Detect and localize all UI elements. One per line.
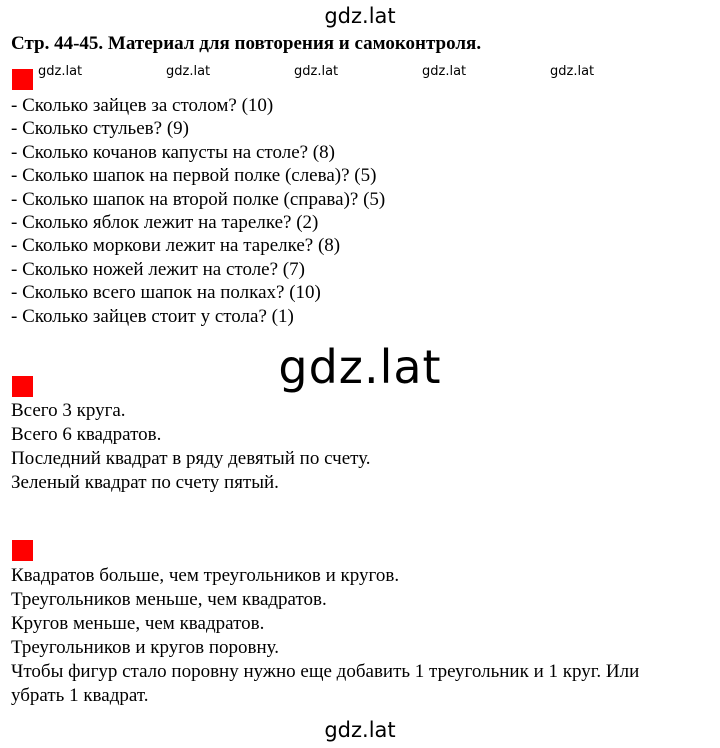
list-item: Всего 3 круга. bbox=[11, 400, 126, 421]
list-item: - Сколько зайцев стоит у стола? (1) bbox=[11, 305, 294, 327]
watermark-top: gdz.lat bbox=[324, 4, 396, 28]
watermark-small: gdz.lat bbox=[294, 64, 339, 79]
section-1-marker bbox=[12, 69, 33, 90]
list-item: Кругов меньше, чем квадратов. bbox=[11, 613, 265, 634]
section-3-list bbox=[11, 564, 639, 708]
list-item: - Сколько кочанов капусты на столе? (8) bbox=[11, 141, 335, 163]
list-item: - Сколько яблок лежит на тарелке? (2) bbox=[11, 212, 319, 234]
list-item: Треугольников и кругов поровну. bbox=[11, 637, 279, 658]
list-item: - Сколько зайцев за столом? (10) bbox=[11, 95, 274, 116]
list-item: - Сколько шапок на первой полке (слева)? (5) bbox=[11, 165, 377, 187]
list-item: - Сколько моркови лежит на тарелке? (8) bbox=[11, 235, 341, 257]
page-title: Стр. 44-45. Материал для повторения и самоконтроля. bbox=[11, 33, 482, 54]
list-item: - Сколько стульев? (9) bbox=[11, 118, 189, 140]
watermark-bottom: gdz.lat bbox=[324, 718, 396, 742]
section-2-list bbox=[11, 399, 371, 495]
list-item: Зеленый квадрат по счету пятый. bbox=[11, 472, 279, 493]
watermark-small: gdz.lat bbox=[166, 64, 211, 79]
section-1-list bbox=[11, 94, 385, 328]
watermark-center: gdz.lat bbox=[278, 340, 442, 394]
watermark-small: gdz.lat bbox=[38, 64, 83, 79]
list-item: Последний квадрат в ряду девятый по счету. bbox=[11, 448, 371, 469]
list-item: - Сколько ножей лежит на столе? (7) bbox=[11, 258, 305, 280]
list-item: Треугольников меньше, чем квадратов. bbox=[11, 589, 327, 610]
watermark-small: gdz.lat bbox=[422, 64, 467, 79]
list-item: Квадратов больше, чем треугольников и кругов. bbox=[11, 565, 400, 586]
list-item: Чтобы фигур стало поровну нужно еще добавить 1 треугольник и 1 круг. Или bbox=[11, 661, 640, 682]
list-item: - Сколько всего шапок на полках? (10) bbox=[11, 282, 321, 304]
list-item: - Сколько шапок на второй полке (справа)? (5) bbox=[11, 188, 386, 210]
list-item: убрать 1 квадрат. bbox=[11, 685, 149, 706]
section-3-marker bbox=[12, 540, 33, 561]
watermark-small: gdz.lat bbox=[550, 64, 595, 79]
list-item: Всего 6 квадратов. bbox=[11, 424, 162, 445]
section-2-marker bbox=[12, 376, 33, 397]
